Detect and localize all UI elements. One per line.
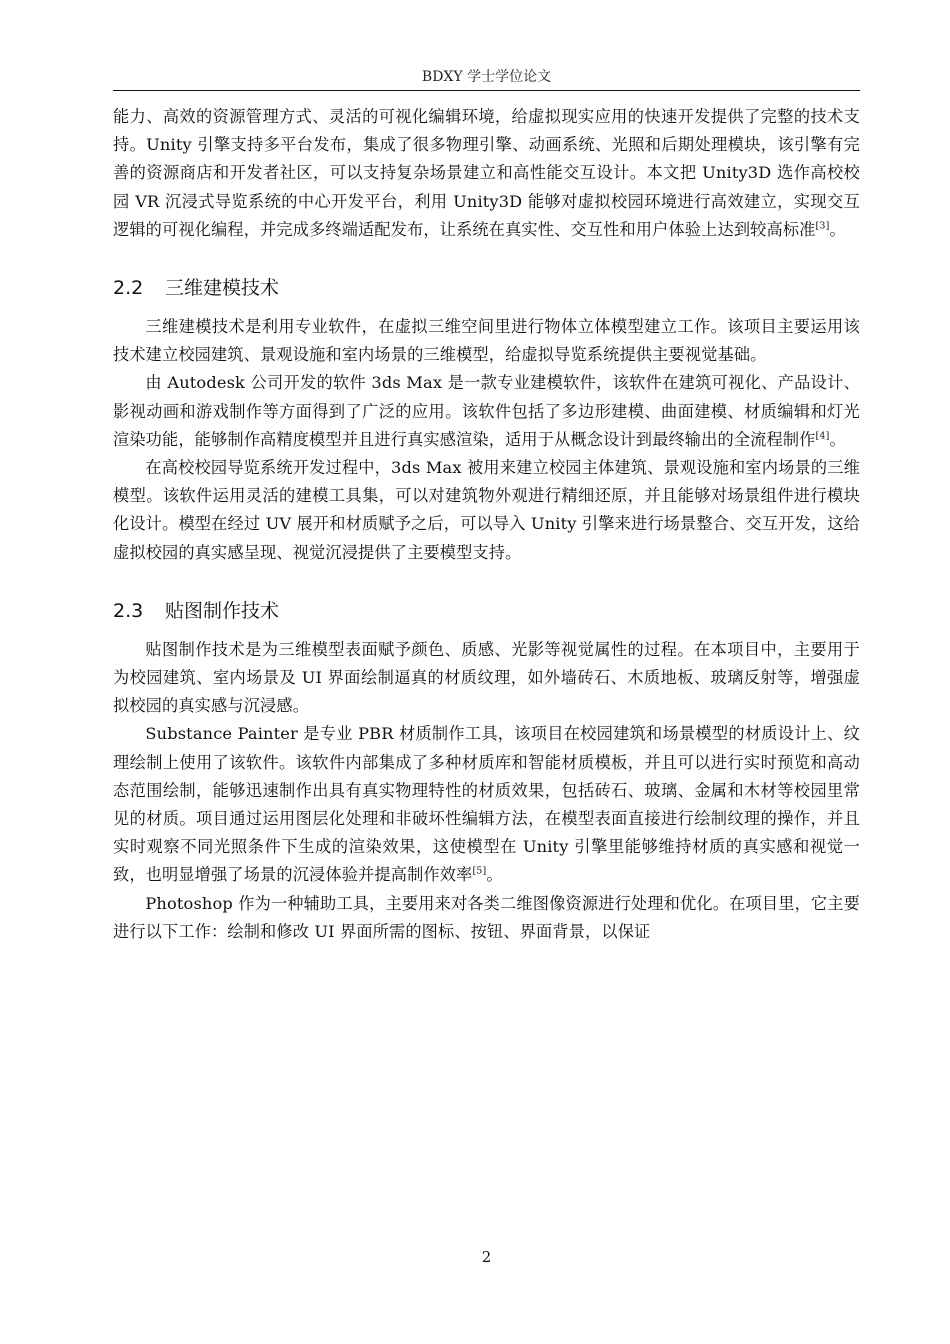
paragraph: 由 Autodesk 公司开发的软件 3ds Max 是一款专业建模软件，该软件在建筑可视化、产品设计、影视动画和游戏制作等方面得到了广泛的应用。该软件包括了多边形建模、曲面建模、材质编辑和灯光渲染功能，能够制作高精度模型并且进行真实感渲染，适用于从概念设计到最终输出的全流程制作[4]。 <box>113 373 860 449</box>
page-body <box>113 103 860 946</box>
paragraph: 三维建模技术是利用专业软件，在虚拟三维空间里进行物体立体模型建立工作。该项目主要运用该技术建立校园建筑、景观设施和室内场景的三维模型，给虚拟导览系统提供主要视觉基础。 <box>113 317 860 365</box>
section-heading-2-2 <box>113 274 860 302</box>
citation: [3] <box>815 220 830 232</box>
citation: [4] <box>815 430 830 442</box>
running-header <box>113 66 860 91</box>
header-title: BDXY 学士学位论文 <box>421 69 552 85</box>
section-heading-2-3 <box>113 597 860 625</box>
paragraph: Substance Painter 是专业 PBR 材质制作工具，该项目在校园建筑和场景模型的材质设计上、纹理绘制上使用了该软件。该软件内部集成了多种材质库和智能材质模板，并且可以进行实时预览和高动态范围绘制，能够迅速制作出具有真实物理特性的材质效果，包括砖石、玻璃、金属和木材等校园里常见的材质。项目通过运用图层化处理和非破坏性编辑方法，在模型表面直接进行绘制纹理的操作，并且实时观察不同光照条件下生成的渲染效果，这使模型在 Unity 引擎里能够维持材质的真实感和视觉一致，也明显增强了场景的沉浸体验并提高制作效率[5]。 <box>113 724 860 885</box>
page-number: 2 <box>481 1248 492 1266</box>
section-number: 2.2 <box>113 277 144 300</box>
paragraph: 在高校校园导览系统开发过程中，3ds Max 被用来建立校园主体建筑、景观设施和室内场景的三维模型。该软件运用灵活的建模工具集，可以对建筑物外观进行精细还原，并且能够对场景组件进行模块化设计。模型在经过 UV 展开和材质赋予之后，可以导入 Unity 引擎来进行场景整合、交互开发，这给虚拟校园的真实感呈现、视觉沉浸提供了主要模型支持。 <box>113 458 860 562</box>
section-title: 三维建模技术 <box>165 277 280 300</box>
section-number: 2.3 <box>113 599 144 622</box>
citation: [5] <box>472 866 487 878</box>
paragraph: Photoshop 作为一种辅助工具，主要用来对各类二维图像资源进行处理和优化。在项目里，它主要进行以下工作：绘制和修改 UI 界面所需的图标、按钮、界面背景，以保证 <box>113 893 860 941</box>
paragraph: 贴图制作技术是为三维模型表面赋予颜色、质感、光影等视觉属性的过程。在本项目中，主要用于为校园建筑、室内场景及 UI 界面绘制逼真的材质纹理，如外墙砖石、木质地板、玻璃反射等，增强虚拟校园的真实感与沉浸感。 <box>113 639 860 716</box>
intro-paragraph: 能力、高效的资源管理方式、灵活的可视化编辑环境，给虚拟现实应用的快速开发提供了完整的技术支持。Unity 引擎支持多平台发布，集成了很多物理引擎、动画系统、光照和后期处理模块，该引擎有完善的资源商店和开发者社区，可以支持复杂场景建立和高性能交互设计。本文把 Unity3D 选作高校校园 VR 沉浸式导览系统的中心开发平台，利用 Unity3D 能够对虚拟校园环境进行高效建立，实现交互逻辑的可视化编程，并完成多终端适配发布，让系统在真实性、交互性和用户体验上达到较高标准[3]。 <box>113 107 860 239</box>
section-title: 贴图制作技术 <box>165 599 280 622</box>
